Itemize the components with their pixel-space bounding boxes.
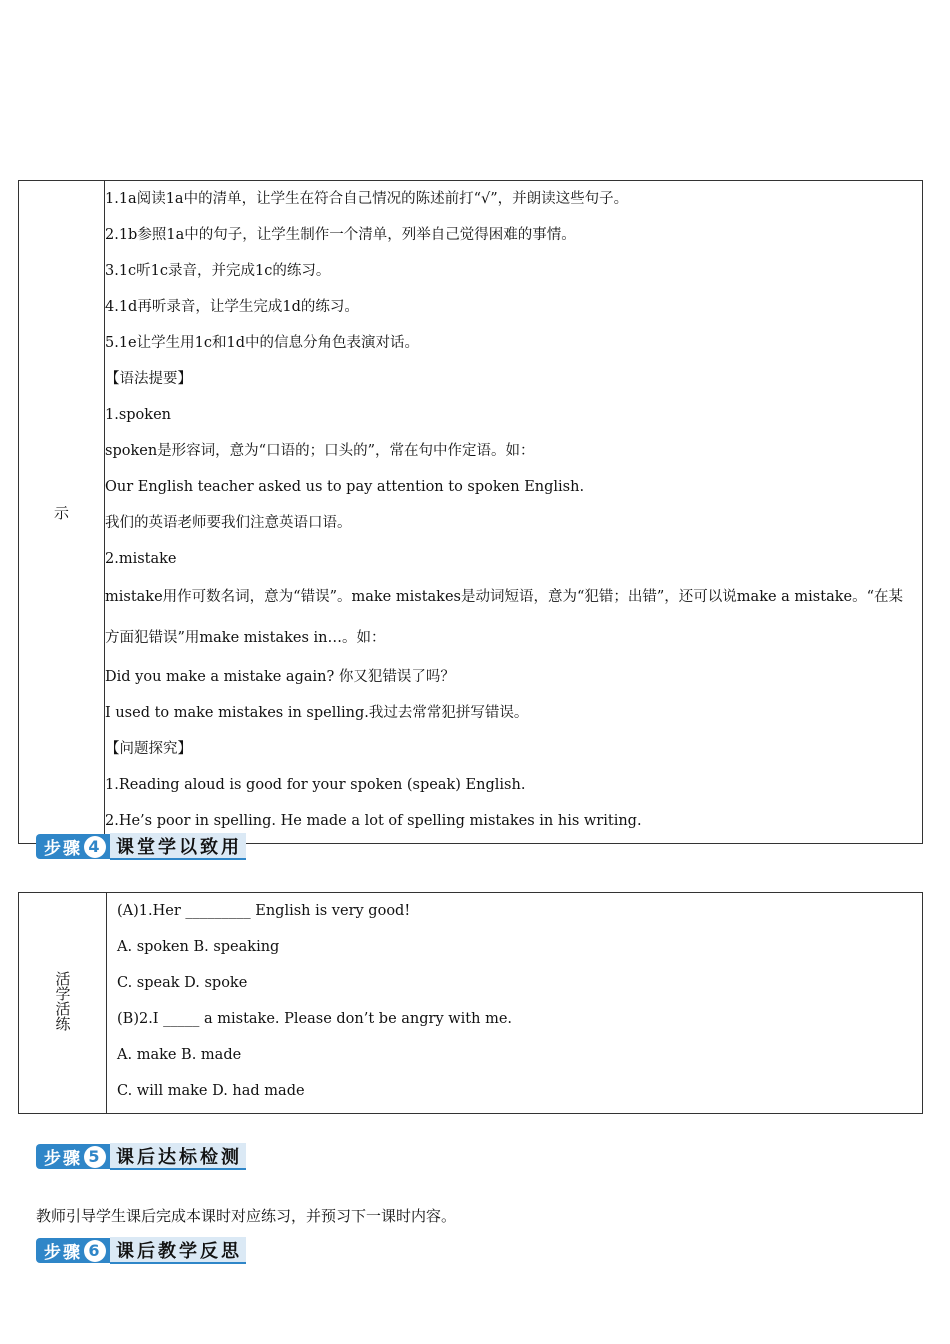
content-line: 2.He’s poor in spelling. He made a lot of spelling mistakes in his writing.: [105, 813, 642, 829]
section-heading: 【语法提要】: [105, 371, 192, 387]
content-line: spoken是形容词，意为“口语的；口头的”，常在句中作定语。如：: [105, 443, 535, 459]
step-title: 课后教学反思: [110, 1237, 246, 1264]
section-heading: 【问题探究】: [105, 741, 192, 757]
step-tag: [36, 1144, 110, 1169]
step-title: 课堂学以致用: [110, 833, 246, 860]
option-line: C. speak D. spoke: [117, 975, 248, 991]
step-number: 4: [84, 836, 106, 858]
step-tag-text: 步骤: [44, 839, 82, 859]
step-number: 5: [84, 1146, 106, 1168]
content-line: 5.1e让学生用1c和1d中的信息分角色表演对话。: [105, 335, 419, 351]
content-line: I used to make mistakes in spelling.我过去常常犯拼写错误。: [105, 705, 529, 721]
step-4-banner: [36, 834, 246, 859]
step-tag: [36, 1238, 110, 1263]
content-line: 1.1a阅读1a中的清单，让学生在符合自己情况的陈述前打“√”，并朗读这些句子。: [105, 191, 629, 207]
option-line: C. will make D. had made: [117, 1083, 305, 1099]
step-tag: [36, 834, 110, 859]
content-line: 1.spoken: [105, 407, 171, 423]
content-line: 4.1d再听录音，让学生完成1d的练习。: [105, 299, 359, 315]
content-line: 1.Reading aloud is good for your spoken (speak) English.: [105, 777, 526, 793]
question-line: (A)1.Her _________ English is very good!: [117, 903, 411, 919]
content-line: Our English teacher asked us to pay attention to spoken English.: [105, 479, 585, 495]
side-label-text: 活学活练: [53, 971, 72, 1031]
step-title: 课后达标检测: [110, 1143, 246, 1170]
question-line: (B)2.I _____ a mistake. Please don’t be angry with me.: [117, 1011, 513, 1027]
option-line: A. spoken B. speaking: [117, 939, 280, 955]
step-tag-text: 步骤: [44, 1149, 82, 1169]
side-label-text: 示: [53, 503, 69, 522]
table-side-label: [19, 181, 105, 844]
step-5-banner: [36, 1144, 246, 1169]
step-6-banner: [36, 1238, 246, 1263]
table-side-label: [19, 893, 107, 1114]
practice-table: [18, 892, 923, 1114]
table-content-cell: [105, 181, 923, 844]
content-line: 2.mistake: [105, 551, 177, 567]
content-line: 我们的英语老师要我们注意英语口语。: [105, 515, 352, 531]
content-line: 3.1c听1c录音，并完成1c的练习。: [105, 263, 331, 279]
content-line: mistake用作可数名词，意为“错误”。make mistakes是动词短语，意为“犯错；出错”，还可以说make a mistake。“在某方面犯错误”用make mistakes in…。如：: [105, 589, 903, 646]
content-line: 2.1b参照1a中的句子，让学生制作一个清单，列举自己觉得困难的事情。: [105, 227, 576, 243]
lesson-steps-table: [18, 180, 923, 844]
content-line: Did you make a mistake again? 你又犯错误了吗？: [105, 669, 455, 685]
option-line: A. make B. made: [117, 1047, 242, 1063]
step-tag-text: 步骤: [44, 1243, 82, 1263]
after-class-instruction: 教师引导学生课后完成本课时对应练习，并预习下一课时内容。: [36, 1207, 457, 1225]
step-number: 6: [84, 1240, 106, 1262]
table-content-cell: [107, 893, 923, 1114]
